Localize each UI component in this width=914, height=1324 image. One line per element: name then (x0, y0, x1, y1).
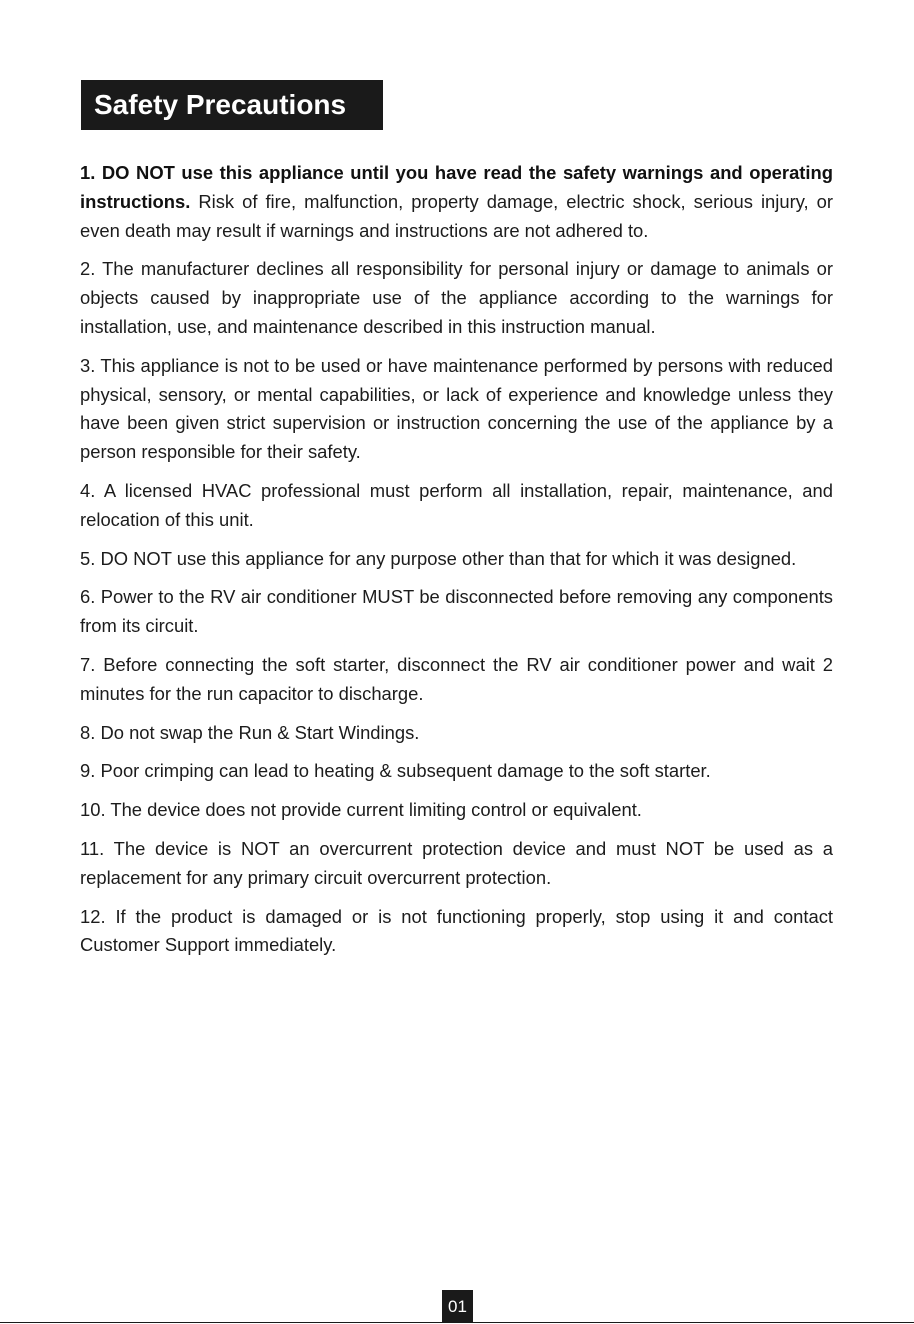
safety-precautions-list (80, 159, 833, 970)
precaution-item (80, 255, 833, 341)
precaution-text: 8. Do not swap the Run & Start Windings. (80, 721, 420, 743)
precaution-item (80, 352, 833, 467)
precaution-text: 3. This appliance is not to be used or have maintenance performed by persons with reduced physical, sensory, or mental capabilities, or lack of experience and knowledge unless they have been given strict supervision or instruction concerning the use of the appliance by a person responsible for their safety. (80, 354, 833, 463)
precaution-item (80, 835, 833, 893)
precaution-text: 5. DO NOT use this appliance for any purpose other than that for which it was designed. (80, 547, 797, 569)
precaution-item (80, 545, 833, 574)
precaution-item (80, 583, 833, 641)
precaution-text: 12. If the product is damaged or is not functioning properly, stop using it and contact Customer Support immediately. (80, 905, 833, 956)
page-number: 01 (442, 1290, 473, 1323)
precaution-text: Risk of fire, malfunction, property damage, electric shock, serious injury, or even death may result if warnings and instructions are not adhered to. (80, 190, 833, 241)
precaution-text: 6. Power to the RV air conditioner MUST be disconnected before removing any components from its circuit. (80, 586, 833, 637)
precaution-item (80, 757, 833, 786)
precaution-text: 4. A licensed HVAC professional must perform all installation, repair, maintenance, and relocation of this unit. (80, 479, 833, 530)
precaution-text: 11. The device is NOT an overcurrent protection device and must NOT be used as a replacement for any primary circuit overcurrent protection. (80, 837, 833, 888)
precaution-item (80, 903, 833, 961)
precaution-text: 10. The device does not provide current limiting control or equivalent. (80, 799, 642, 821)
precaution-item (80, 651, 833, 709)
precaution-text: 7. Before connecting the soft starter, disconnect the RV air conditioner power and wait 2 minutes for the run capacitor to discharge. (80, 653, 833, 704)
precaution-text: 2. The manufacturer declines all responsibility for personal injury or damage to animals or objects caused by inappropriate use of the appliance according to the warnings for installation, use, and maintenance described in this instruction manual. (80, 258, 833, 337)
precaution-text: 9. Poor crimping can lead to heating & subsequent damage to the soft starter. (80, 760, 711, 782)
precaution-item (80, 477, 833, 535)
precaution-item (80, 719, 833, 748)
precaution-lead: 1. DO NOT use this appliance until you have read the safety warnings and operating instructions. (80, 162, 833, 212)
precaution-item (80, 159, 833, 245)
footer-divider (0, 1322, 914, 1323)
section-title: Safety Precautions (81, 80, 383, 130)
precaution-item (80, 796, 833, 825)
